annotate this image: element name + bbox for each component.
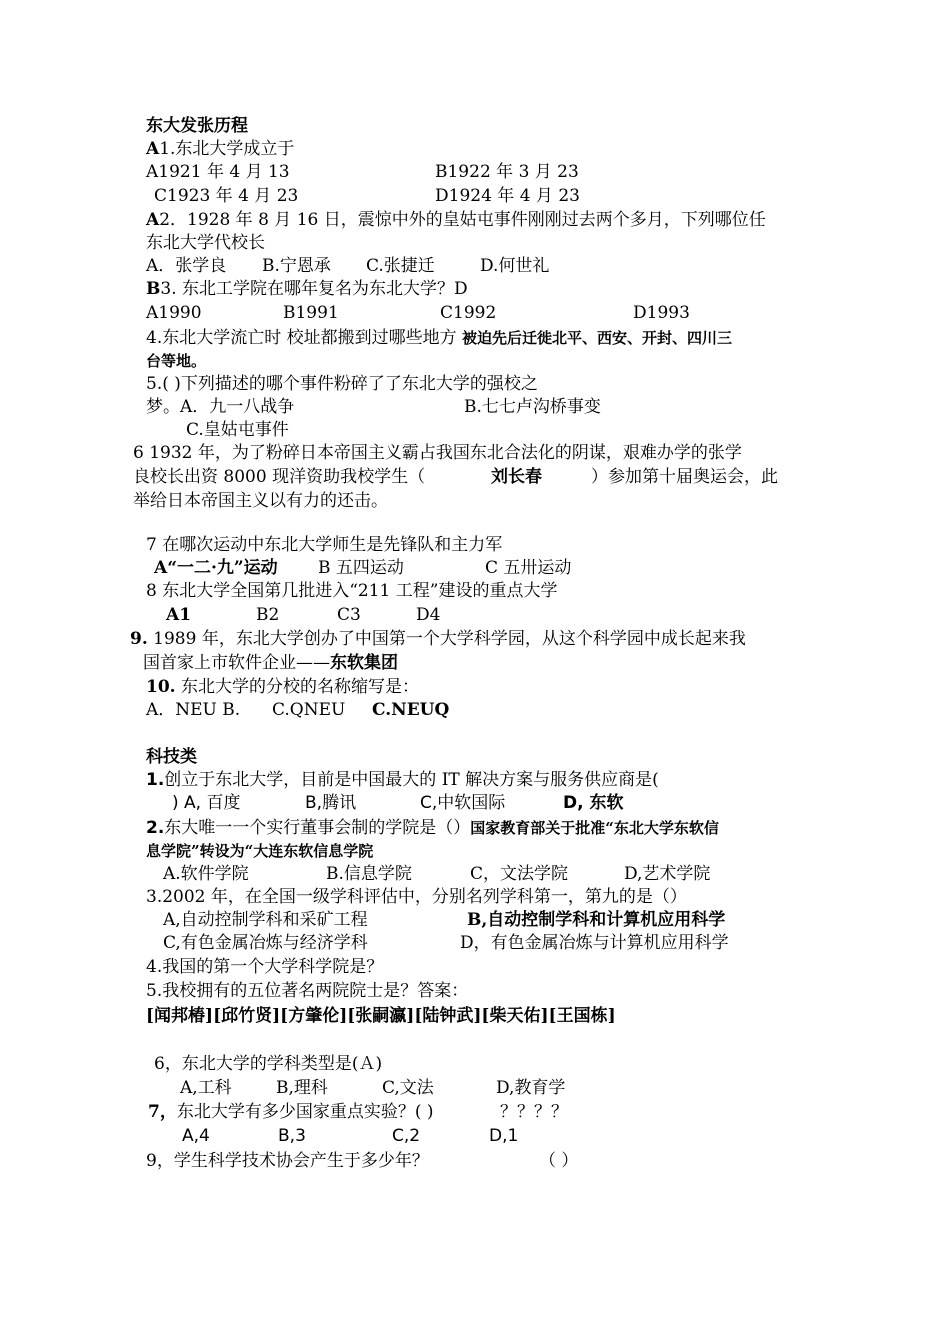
option-c: C,有色金属冶炼与经济学科: [163, 933, 368, 953]
option-b: B1922 年 3 月 23: [435, 162, 579, 182]
option-d: D,教育学: [496, 1078, 566, 1098]
option-a: A,工科: [180, 1078, 232, 1098]
answer-text: 刘长春: [491, 467, 542, 487]
question-4: [146, 327, 732, 349]
question-9-cont: 国首家上市软件企业——东软集团: [143, 653, 398, 673]
question-text: 东北大学的分校的名称缩写是：: [175, 677, 419, 697]
answer-option: D, 东软: [563, 793, 624, 813]
option-c: C.张捷迁: [366, 256, 435, 276]
question-1: [146, 138, 294, 160]
option-b: B.信息学院: [326, 864, 412, 884]
option-b: B1991: [283, 303, 339, 323]
option-d: D,1: [489, 1126, 519, 1146]
answer-option: C.NEUQ: [372, 700, 450, 720]
question-text: 2．1928 年 8 月 16 日，震惊中外的皇姑屯事件刚刚过去两个多月，下列哪位任: [159, 210, 766, 230]
option-c: C.皇姑屯事件: [186, 420, 289, 440]
option-d: D.何世礼: [480, 256, 550, 276]
option-b: B,腾讯: [305, 793, 357, 813]
question-6-line3: 举给日本帝国主义以有力的还击。: [133, 491, 388, 511]
question-text: 1.东北大学成立于: [159, 139, 295, 159]
question-text: 4.东北大学流亡时 校址都搬到过哪些地方: [146, 328, 457, 348]
option-a: A.软件学院: [163, 864, 249, 884]
answer-note: 国家教育部关于批准“东北大学东软信: [470, 819, 719, 837]
option-d: D1993: [633, 303, 690, 323]
question-number: 1.: [146, 770, 165, 790]
option-b: B,理科: [276, 1078, 328, 1098]
option-d: D4: [416, 605, 441, 625]
option-d: D,艺术学院: [624, 864, 711, 884]
question-2: [146, 209, 766, 231]
answer-letter: A: [146, 139, 160, 159]
answer-text: 被迫先后迁徙北平、西安、开封、四川三: [462, 329, 733, 347]
answer-note-cont: 息学院”转设为“大连东软信息学院: [146, 842, 374, 860]
question-3: [146, 278, 468, 300]
question-10: [146, 676, 419, 698]
question-2: [146, 817, 719, 839]
question-number: 10.: [146, 677, 176, 697]
question-9: [130, 628, 746, 650]
option-a: A,4: [182, 1126, 210, 1146]
question-number: 9.: [130, 629, 148, 649]
option-c: C1923 年 4 月 23: [154, 186, 299, 206]
option-a: A,自动控制学科和采矿工程: [163, 910, 368, 930]
option-c: C，文法学院: [470, 864, 569, 884]
option-c: C,2: [392, 1126, 421, 1146]
option-a: A1: [166, 605, 192, 625]
option-d: D1924 年 4 月 23: [435, 186, 580, 206]
option-a: A1990: [146, 303, 202, 323]
option-b: B,3: [278, 1126, 306, 1146]
option-a: A“一二·九”运动: [154, 558, 278, 578]
answer-letter: B: [146, 279, 161, 299]
option-b: B.七七卢沟桥事变: [464, 397, 601, 417]
question-6-line2: 良校长出资 8000 现洋资助我校学生（: [133, 467, 426, 487]
option-c: C3: [337, 605, 361, 625]
question-4: 4.我国的第一个大学科学院是？: [146, 957, 384, 977]
question-6-line2-end: ）参加第十届奥运会，此: [591, 467, 778, 487]
option-d: D，有色金属冶炼与计算机应用科学: [460, 933, 729, 953]
question-text: 1989 年，东北大学创办了中国第一个大学科学园，从这个科学园中成长起来我: [147, 629, 746, 649]
answer-text-cont: 台等地。: [146, 352, 207, 370]
question-1: [146, 769, 659, 791]
option-a: A1921 年 4 月 13: [146, 162, 290, 182]
question-9: 9，学生科学技术协会产生于多少年？: [146, 1151, 429, 1171]
option-c: C1992: [440, 303, 497, 323]
option-c: C,文法: [382, 1078, 434, 1098]
question-5: 5.( )下列描述的哪个事件粉碎了了东北大学的强校之: [146, 374, 538, 394]
question-5: 5.我校拥有的五位著名两院院士是？答案：: [146, 981, 469, 1001]
options-ab: A．NEU B.: [146, 700, 241, 720]
question-6: 6，东北大学的学科类型是(Ａ): [154, 1054, 383, 1074]
section-heading-tech: 科技类: [146, 747, 197, 767]
answer-blank: （ ）: [539, 1151, 579, 1171]
question-text: 创立于东北大学，目前是中国最大的 IT 解决方案与服务供应商是(: [164, 770, 659, 790]
option-a: A．张学良: [146, 256, 227, 276]
question-6: 6 1932 年，为了粉碎日本帝国主义霸占我国东北合法化的阴谋，艰难办学的张学: [133, 443, 742, 463]
question-3: 3.2002 年，在全国一级学科评估中，分别名列学科第一，第九的是（）: [146, 887, 687, 907]
option-c: C 五卅运动: [485, 558, 572, 578]
answer-text: [闻邦椿][邱竹贤][方肇伦][张嗣瀛][陆钟武][柴天佑][王国栋]: [146, 1006, 616, 1026]
question-text: 3. 东北工学院在哪年复名为东北大学？D: [160, 279, 468, 299]
section-heading-history: 东大发张历程: [146, 116, 248, 136]
option-a: 梦。A．九一八战争: [146, 397, 295, 417]
option-c: C,中软国际: [420, 793, 506, 813]
answer-text: 东软集团: [330, 653, 398, 673]
option-b: B2: [256, 605, 280, 625]
question-text: 东大唯一一个实行董事会制的学院是（）: [164, 818, 471, 838]
answer-option: B,自动控制学科和计算机应用科学: [467, 910, 726, 930]
option-b: B.宁恩承: [262, 256, 331, 276]
question-number: 2.: [146, 818, 165, 838]
question-7: 7 在哪次运动中东北大学师生是先锋队和主力军: [146, 535, 503, 555]
option-a: ) A, 百度: [172, 793, 241, 813]
question-8: 8 东北大学全国第几批进入“211 工程”建设的重点大学: [146, 581, 558, 601]
answer-marks: ？？？？: [500, 1102, 568, 1122]
question-number: 7，: [148, 1102, 177, 1122]
question-text: 东北大学有多少国家重点实验？( ): [176, 1102, 434, 1122]
question-2-cont: 东北大学代校长: [146, 233, 265, 253]
answer-letter: A: [146, 210, 160, 230]
option-c: C.QNEU: [272, 700, 346, 720]
question-7: [148, 1101, 434, 1123]
option-b: B 五四运动: [318, 558, 404, 578]
